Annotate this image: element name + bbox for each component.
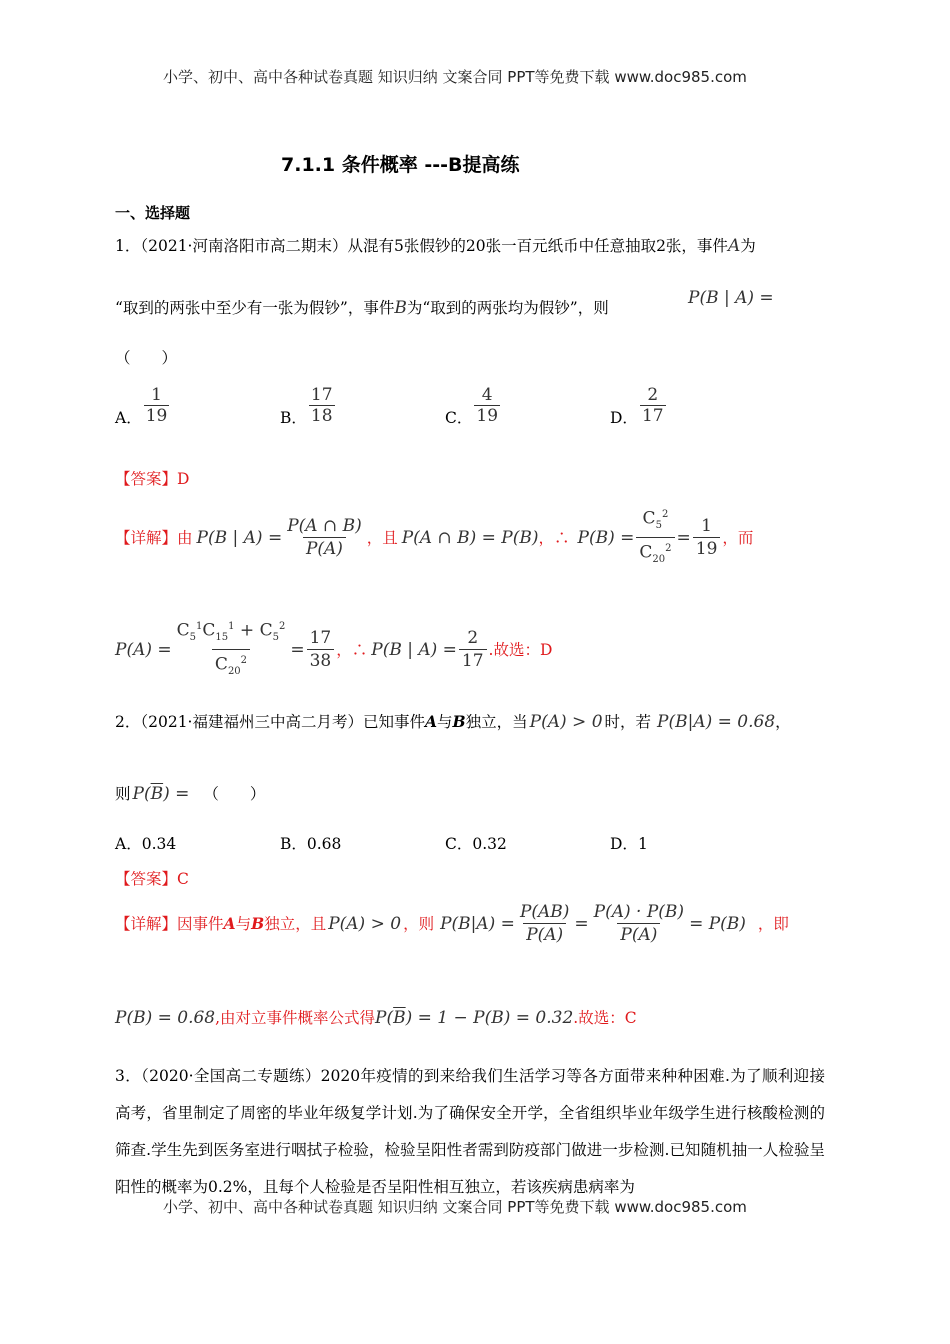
q1-pba-formula: P(B | A) = — [688, 288, 774, 308]
page-header: 小学、初中、高中各种试卷真题 知识归纳 文案合同 PPT等免费下载 www.doc985.com — [163, 68, 747, 86]
page-footer: 小学、初中、高中各种试卷真题 知识归纳 文案合同 PPT等免费下载 www.doc985.com — [163, 1198, 747, 1216]
q2-detail-line1: 【详解】 因事件 A 与 B 独立，且 P(A) > 0 ，则 P(B|A) = $\frac{P(AB)}{P(A)}$ = $\frac{P(A) \cdot P(B)}{P(A)}$ = P(B) ，即 — [115, 902, 789, 945]
q2-detail-line2: P(B) = 0.68 ,由对立事件概率公式得 $P(\overline{B}) = 1 - P(B) = 0.32$ .故选：C — [115, 1008, 637, 1028]
q1-detail-line1: 【详解】 由 P(B | A) = $\frac{P(A \cap B)}{P(A)}$ ，且 P(A ∩ B) = P(B) ，∴ P(B) = $\frac{C_5^2}{C_{20}^2}$ = $\frac{1}{19}$ ，而 — [115, 505, 753, 570]
q2-answer: 【答案】C — [115, 870, 189, 888]
q2-stem-line1: 2．（2021·福建福州三中高二月考）已知事件 A 与 B 独立，当 P(A) > 0 时，若 P(B|A) = 0.68 ， — [115, 712, 791, 732]
page-title: 7.1.1 条件概率 ---B提高练 — [281, 154, 520, 176]
q1-stem-line2: “取到的两张中至少有一张为假钞”，事件B为“取到的两张均为假钞”，则 — [115, 298, 609, 318]
q1-option-a[interactable]: A． $\frac{1}{19}$ — [115, 384, 168, 427]
q1-option-c[interactable]: C． $\frac{4}{19}$ — [445, 384, 499, 427]
q1-stem-line1: 1．（2021·河南洛阳市高二期末）从混有5张假钞的20张一百元纸币中任意抽取2张，事件A为 — [115, 236, 756, 256]
q2-option-d[interactable]: D．1 — [610, 835, 648, 853]
q1-detail-line2: P(A) = $\frac{C_5^1C_{15}^1 + C_5^2}{C_{20}^2}$ = $\frac{17}{38}$ ，∴ P(B | A) = $\frac{2}{17}$ .故选：D — [115, 617, 552, 682]
q2-option-b[interactable]: B．0.68 — [280, 835, 342, 853]
q2-option-c[interactable]: C．0.32 — [445, 835, 507, 853]
q1-option-d[interactable]: D． $\frac{2}{17}$ — [610, 384, 664, 427]
q2-stem-line2: 则 $P(\overline{B})$ = （ ） — [115, 784, 266, 804]
q1-answer-paren: （ ） — [115, 349, 178, 367]
q1-option-b[interactable]: B． $\frac{17}{18}$ — [280, 384, 333, 427]
section-heading: 一、选择题 — [115, 204, 191, 222]
q2-option-a[interactable]: A．0.34 — [115, 835, 177, 853]
q3-stem: 3．（2020·全国高二专题练）2020年疫情的到来给我们生活学习等各方面带来种种困难.为了顺利迎接高考，省里制定了周密的毕业年级复学计划.为了确保安全开学，全省组织毕业年级学生进行核酸检测的筛查.学生先到医务室进行咽拭子检验，检验呈阳性者需到防疫部门做进一步检测.已知随机抽一人检验呈阳性的概率为0.2%，且每个人检验是否呈阳性相互独立，若该疾病患病率为 — [115, 1067, 825, 1196]
q1-answer: 【答案】D — [115, 470, 190, 488]
